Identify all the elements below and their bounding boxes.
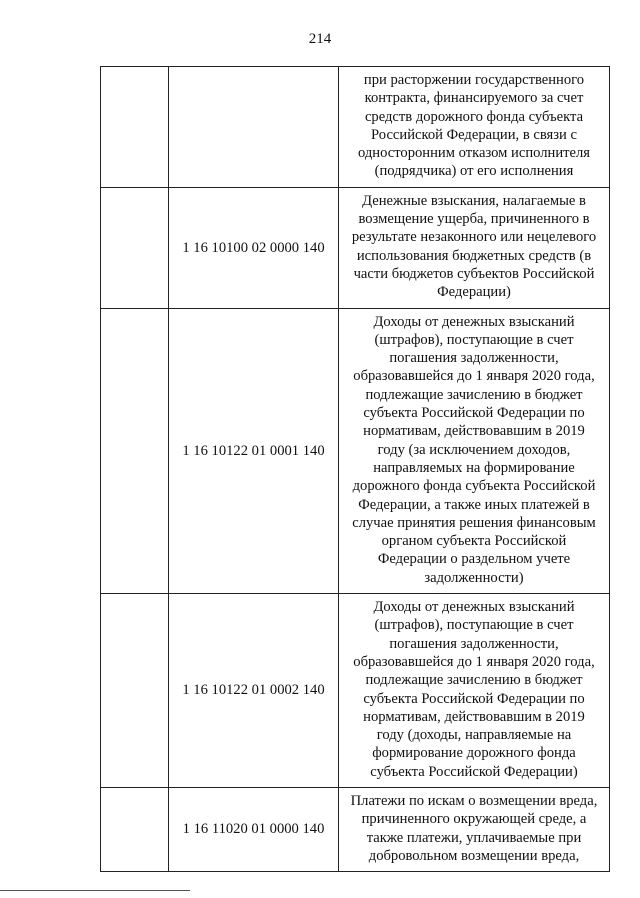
revenue-code-cell	[169, 67, 339, 188]
description-line: (штрафов), поступающие в счет	[374, 617, 574, 634]
table-row	[101, 787, 610, 871]
description-line: случае принятия решения финансовым	[352, 514, 596, 531]
description-line: части бюджетов субъектов Российской	[353, 265, 595, 282]
description-line: субъекта Российской Федерации по	[363, 690, 585, 707]
description-line: образовавшейся до 1 января 2020 года,	[353, 653, 595, 670]
description-line: (штрафов), поступающие в счет	[374, 331, 574, 348]
description-line: Платежи по искам о возмещении вреда,	[350, 792, 598, 809]
description-line: формирование дорожного фонда	[372, 745, 576, 762]
description-line: при расторжении государственного	[363, 72, 585, 88]
description-line: дорожного фонда субъекта Российской	[352, 478, 596, 495]
description-line: средств дорожного фонда субъекта	[364, 108, 584, 125]
table-row	[101, 594, 610, 788]
description-line: Федерации)	[437, 284, 511, 301]
table-row	[101, 67, 610, 188]
description-line: Федерации, а также иных платежей в	[358, 496, 590, 513]
admin-code-cell	[101, 787, 169, 871]
description-line: нормативам, действовавшим в 2019	[363, 708, 585, 725]
revenue-description-cell	[339, 308, 610, 593]
revenue-code-cell: 1 16 11020 01 0000 140	[169, 787, 339, 871]
revenue-description-cell	[339, 187, 610, 308]
description-line: также платежи, уплачиваемые при	[366, 829, 582, 846]
description-line: подлежащие зачислению в бюджет	[365, 672, 583, 689]
description-line: задолженности)	[424, 569, 524, 586]
page-number: 214	[308, 31, 332, 47]
description-line: добровольном возмещении вреда,	[368, 847, 580, 864]
description-line: субъекта Российской Федерации по	[363, 405, 585, 422]
revenue-code-cell: 1 16 10122 01 0002 140	[169, 594, 339, 788]
description-line: контракта, финансируемого за счет	[364, 90, 584, 107]
table-row	[101, 308, 610, 593]
description-line: погашения задолженности,	[389, 350, 559, 367]
revenue-description-cell	[339, 787, 610, 871]
revenue-code-cell: 1 16 10100 02 0000 140	[169, 187, 339, 308]
description-line: использования бюджетных средств (в	[356, 247, 592, 264]
description-line: Доходы от денежных взысканий	[373, 599, 575, 616]
revenue-code-cell: 1 16 10122 01 0001 140	[169, 308, 339, 593]
admin-code-cell	[101, 594, 169, 788]
description-line: направляемых на формирование	[373, 459, 575, 476]
description-line: субъекта Российской Федерации)	[370, 763, 578, 780]
footer-divider	[0, 890, 190, 891]
table-row	[101, 187, 610, 308]
description-line: Федерации о раздельном учете	[377, 551, 571, 568]
revenue-description-cell	[339, 67, 610, 188]
description-line: Российской Федерации, в связи с	[371, 126, 577, 143]
admin-code-cell	[101, 187, 169, 308]
description-line: (подрядчика) от его исполнения	[374, 163, 574, 180]
description-line: году (доходы, направляемые на	[376, 727, 572, 744]
description-line: подлежащие зачислению в бюджет	[365, 386, 583, 403]
description-line: результате незаконного или нецелевого	[351, 229, 597, 246]
description-line: причиненного окружающей среде, а	[361, 811, 587, 828]
description-line: органом субъекта Российской	[381, 533, 567, 550]
description-line: образовавшейся до 1 января 2020 года,	[353, 368, 595, 385]
description-line: Доходы от денежных взысканий	[373, 313, 575, 330]
description-line: нормативам, действовавшим в 2019	[363, 423, 585, 440]
description-line: году (за исключением доходов,	[377, 441, 571, 458]
budget-revenue-table	[100, 66, 610, 872]
description-line: Денежные взыскания, налагаемые в	[362, 192, 586, 209]
admin-code-cell	[101, 67, 169, 188]
description-line: погашения задолженности,	[389, 635, 559, 652]
admin-code-cell	[101, 308, 169, 593]
description-line: односторонним отказом исполнителя	[357, 145, 590, 162]
revenue-description-cell	[339, 594, 610, 788]
description-line: возмещение ущерба, причиненного в	[358, 211, 590, 228]
